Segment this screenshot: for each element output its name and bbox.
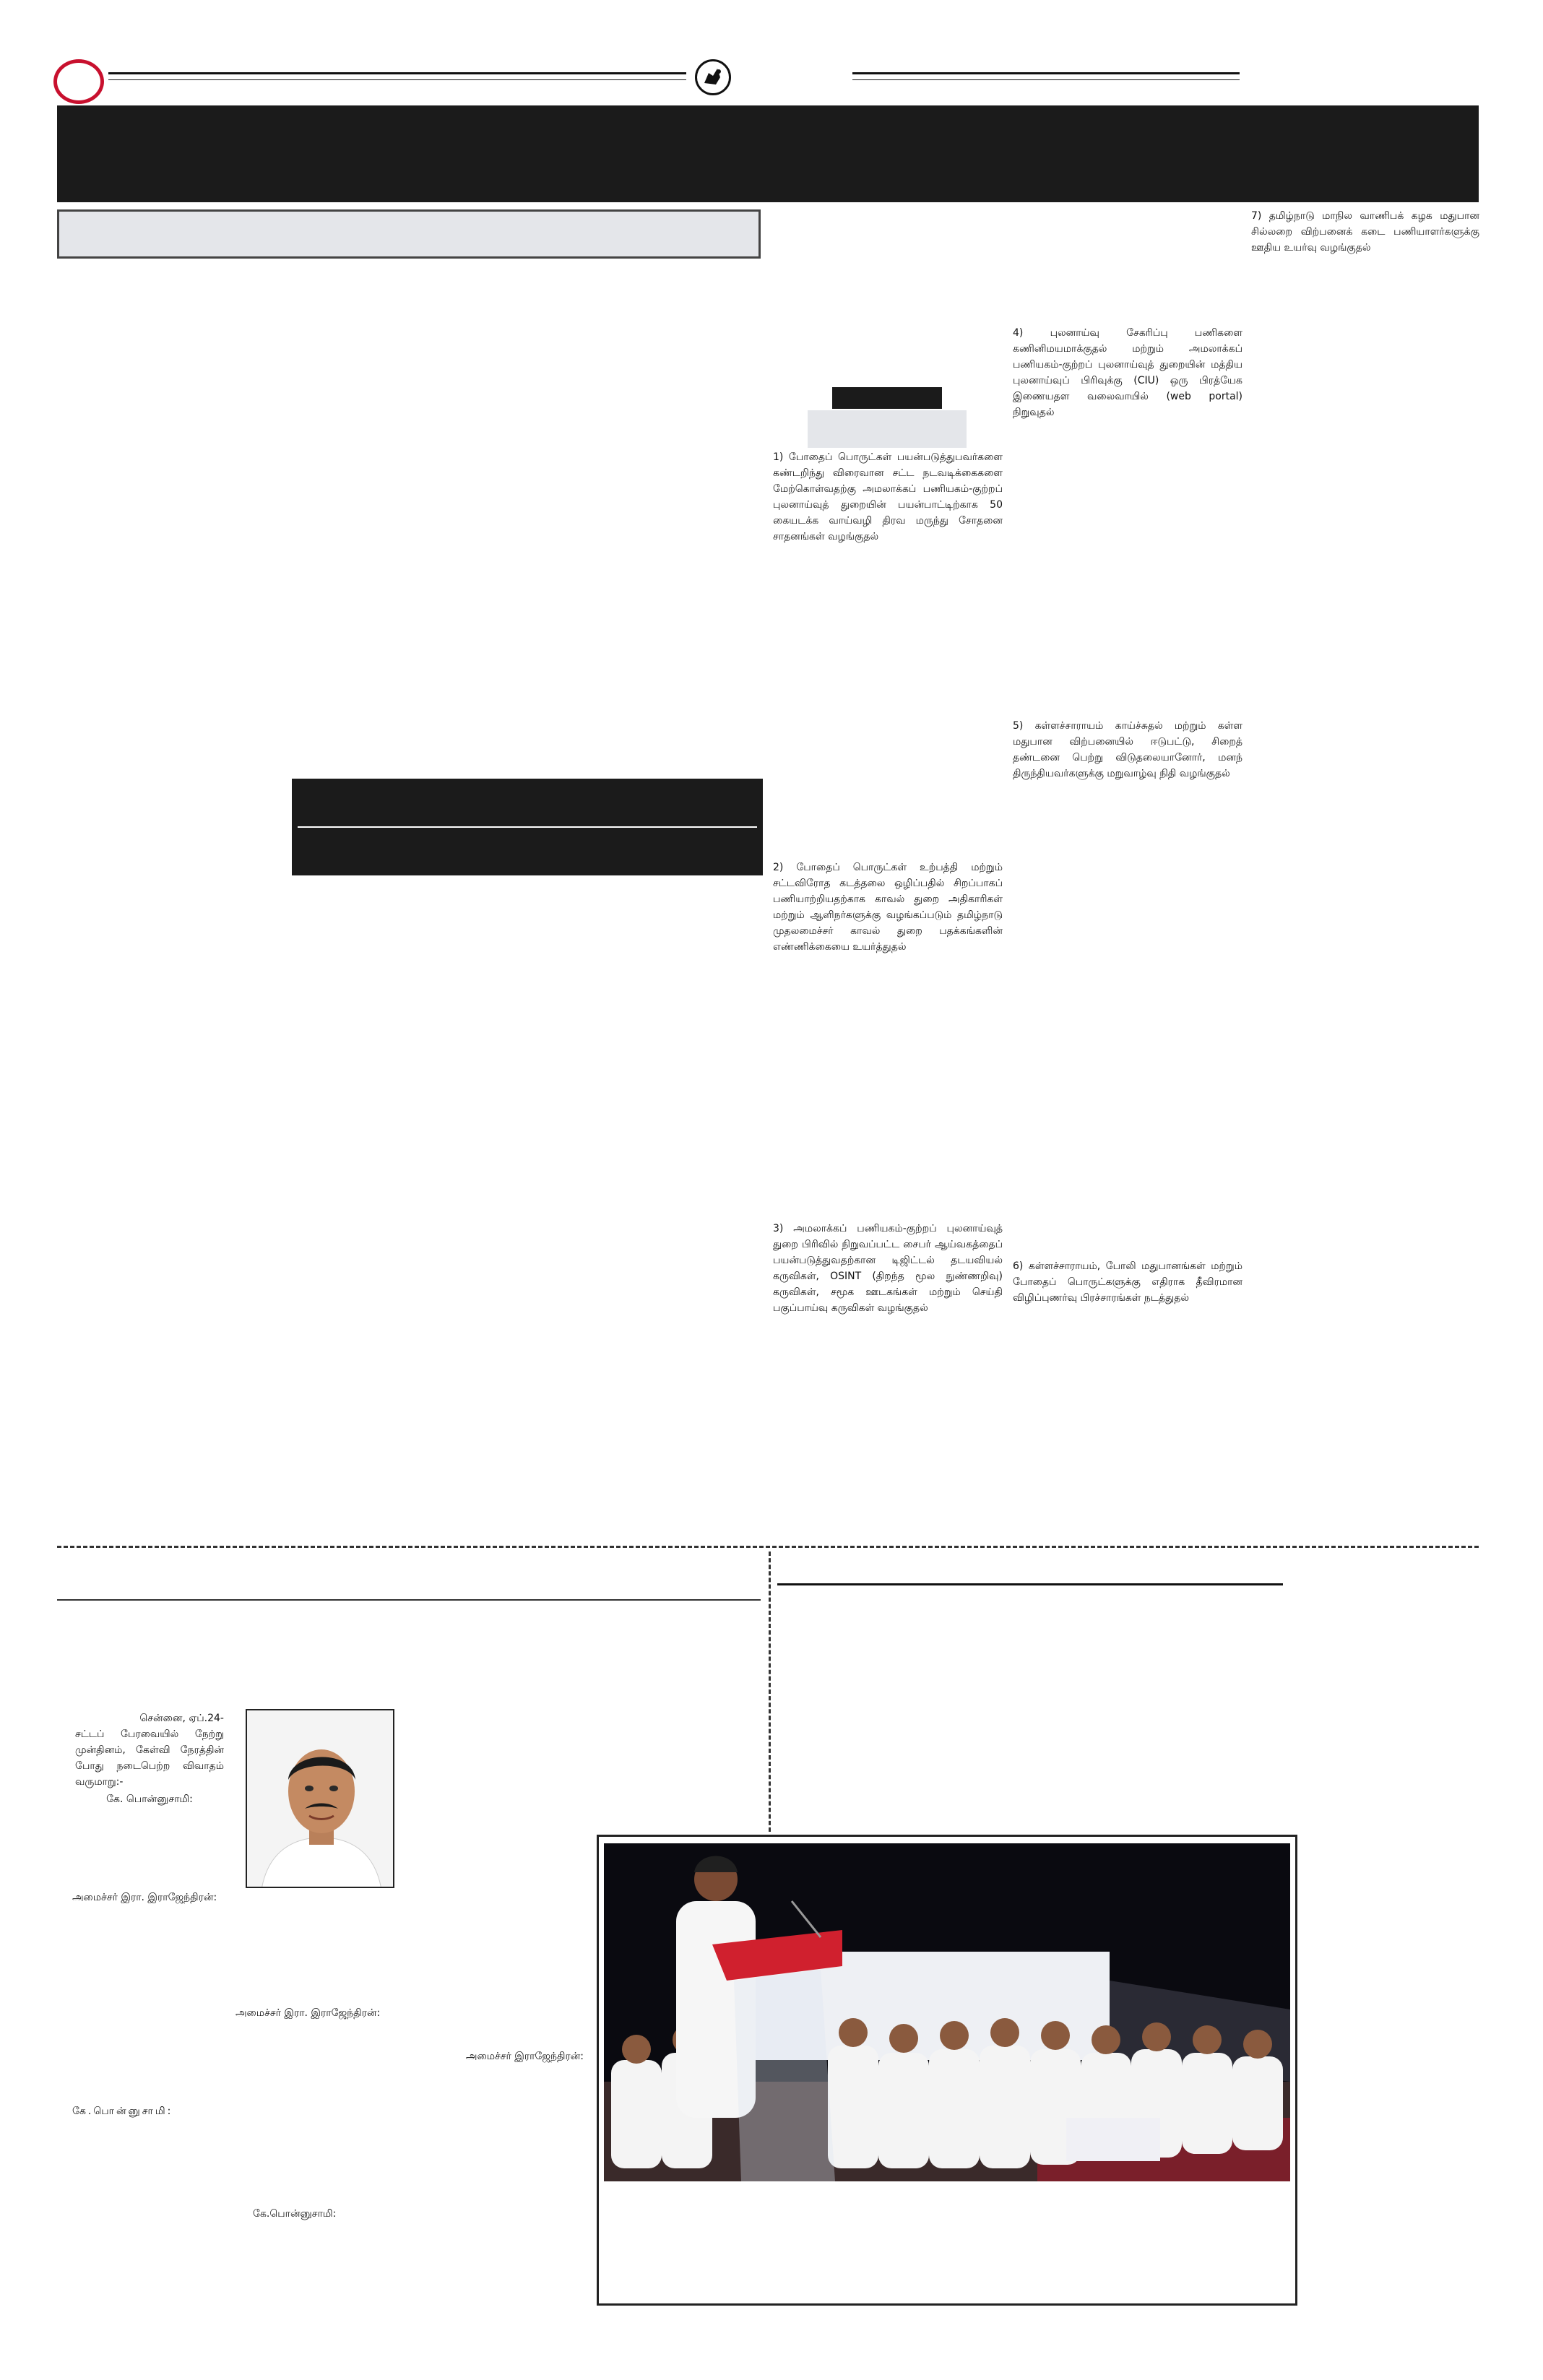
- header-rule-left-thin: [108, 79, 686, 80]
- speaker-ponnusamy-1: கே. பொன்னுசாமி:: [106, 1793, 193, 1805]
- header-rule-right: [852, 72, 1240, 74]
- point-3: 3) அமலாக்கப் பணியகம்-குற்றப் புலனாய்வுத் துறை பிரிவில் நிறுவப்பட்ட சைபர் ஆய்வகத்தைப் பயன்படுத்துவதற்கான டிஜிட்டல் தடயவியல் கருவிகள், OSINT (திறந்த மூல நுண்ணறிவு) கருவிகள், சமூக ஊடகங்கள் மற்றும் செய்தி பகுப்பாய்வு கருவிகள் வழங்குதல்: [773, 1223, 1003, 1314]
- section-label-grey: [808, 410, 967, 448]
- speaker-ponnusamy-3: கே.பொன்னுசாமி:: [253, 2208, 337, 2220]
- left-story-rule: [57, 1599, 761, 1601]
- point-6: 6) கள்ளச்சாராயம், போலி மதுபானங்கள் மற்றும் போதைப் பொருட்களுக்கு எதிராக தீவிரமான விழிப்புணர்வு பிரச்சாரங்கள் நடத்துதல்: [1013, 1260, 1242, 1304]
- speaker-minister-2: அமைச்சர் இரா. இராஜேந்திரன்:: [235, 2007, 381, 2019]
- party-emblem-icon: [695, 59, 731, 95]
- speaker-ponnusamy-2: கே.பொன்னுசாமி:: [72, 2106, 173, 2117]
- story-intro: சட்டப் பேரவையில் நேற்று முன்தினம், கேள்வி நேரத்தின் போது நடைபெற்ற விவாதம் வருமாறு:-: [75, 1728, 224, 1788]
- point-7: 7) தமிழ்நாடு மாநில வாணிபக் கழக மதுபான சில்லறை விற்பனைக் கடை பணியாளர்களுக்கு ஊதிய உயர்வு வழங்குதல்: [1251, 210, 1479, 254]
- section-separator-vertical: [769, 1552, 771, 1832]
- mid-banner-divider: [298, 826, 757, 828]
- section-label-dark: [832, 387, 942, 409]
- right-story-rule: [777, 1583, 1283, 1585]
- point-1: 1) போதைப் பொருட்கள் பயன்படுத்துபவர்களை கண்டறிந்து விரைவான சட்ட நடவடிக்கைகளை மேற்கொள்வதற்கு அமலாக்கப் பணியகம்-குற்றப் புலனாய்வுத் துறையின் பயன்பாட்டிற்காக 50 கையடக்க வாய்வழி திரவ மருந்து சோதனை சாதனங்கள் வழங்குதல்: [773, 451, 1003, 542]
- headline-banner: [57, 105, 1479, 202]
- red-circle-logo-icon: [53, 59, 104, 104]
- header-rule-right-thin: [852, 79, 1240, 80]
- header-rule-left: [108, 72, 686, 74]
- speaker-minister-1: அமைச்சர் இரா. இராஜேந்திரன்:: [72, 1892, 217, 1903]
- section-separator-horizontal: [57, 1546, 1479, 1548]
- event-photo: [604, 1843, 1290, 2181]
- point-5: 5) கள்ளச்சாராயம் காய்ச்சுதல் மற்றும் கள்ள மதுபான விற்பனையில் ஈடுபட்டு, சிறைத் தண்டனை பெற்று விடுதலையானோர், மனந் திருந்தியவர்களுக்கு மறுவாழ்வு நிதி வழங்குதல்: [1013, 720, 1242, 779]
- portrait-photo: [246, 1709, 394, 1888]
- point-2: 2) போதைப் பொருட்கள் உற்பத்தி மற்றும் சட்டவிரோத கடத்தலை ஒழிப்பதில் சிறப்பாகப் பணியாற்றியதற்காக காவல் துறை அதிகாரிகள் மற்றும் ஆளிநர்களுக்கு வழங்கப்படும் தமிழ்நாடு முதலமைச்சர் காவல் துறை பதக்கங்களின் எண்ணிக்கையை உயர்த்துதல்: [773, 862, 1003, 953]
- dateline: சென்னை, ஏப்.24-: [139, 1713, 224, 1724]
- subheadline-panel: [57, 209, 761, 259]
- speaker-minister-3: அமைச்சர் இராஜேந்திரன்:: [465, 2051, 584, 2062]
- point-4: 4) புலனாய்வு சேகரிப்பு பணிகளை கணினிமயமாக்குதல் மற்றும் அமலாக்கப் பணியகம்-குற்றப் புலனாய்வுத் துறையின் மத்திய புலனாய்வுப் பிரிவுக்கு (CIU) ஒரு பிரத்யேக இணையதள வலைவாயில் (web portal) நிறுவுதல்: [1013, 327, 1242, 418]
